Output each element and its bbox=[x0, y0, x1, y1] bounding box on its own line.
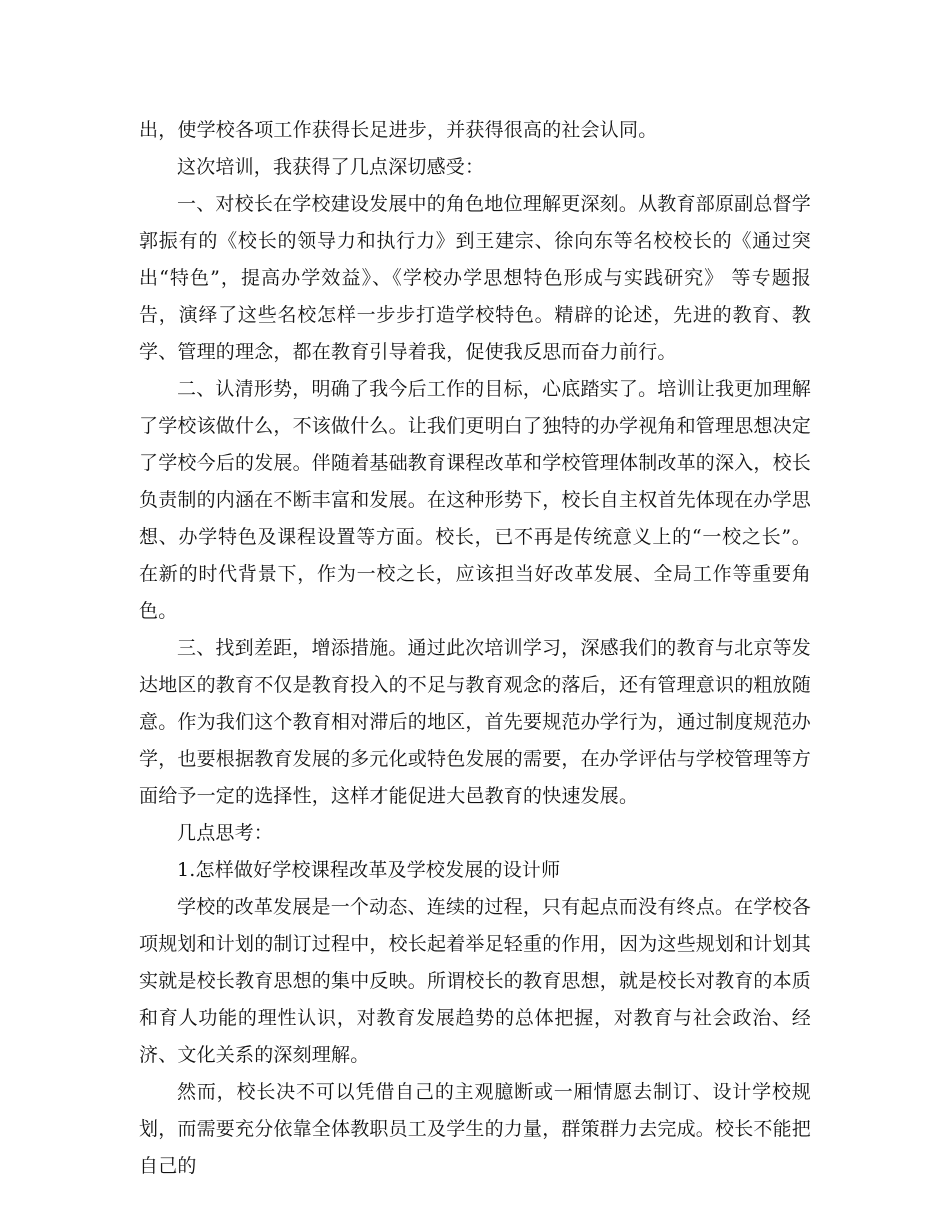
subheading-1: 1.怎样做好学校课程改革及学校发展的设计师 bbox=[177, 859, 561, 881]
paragraph-point-two: 二、认清形势，明确了我今后工作的目标，心底踏实了。培训让我更加理解了学校该做什么，不该做什么。让我们更明白了独特的办学视角和管理思想决定了学校今后的发展。伴随着基础教育课程改革和学校管理体制改革的深入，校长负责制的内涵在不断丰富和发展。在这种形势下，校长自主权首先体现在办学思想、办学特色及课程设置等方面。校长，已不再是传统意义上的“一校之长”。在新的时代背景下，作为一校之长，应该担当好改革发展、全局工作等重要角色。 bbox=[139, 378, 812, 622]
document-body bbox=[139, 112, 811, 1185]
section-heading-thoughts: 几点思考： bbox=[177, 822, 274, 844]
paragraph-point-one: 一、对校长在学校建设发展中的角色地位理解更深刻。从教育部原副总督学郭振有的《校长的领导力和执行力》到王建宗、徐向东等名校校长的《通过突出“特色”，提高办学效益》、《学校办学思想特色形成与实践研究》 等专题报告，演绎了这些名校怎样一步步打造学校特色。精辟的论述，先进的教育、教学、管理的理念，都在教育引导着我，促使我反思而奋力前行。 bbox=[139, 193, 811, 363]
paragraph-intro: 这次培训，我获得了几点深切感受： bbox=[177, 156, 485, 178]
paragraph-continuation: 出，使学校各项工作获得长足进步，并获得很高的社会认同。 bbox=[139, 119, 658, 141]
paragraph-point-three: 三、找到差距，增添措施。通过此次培训学习，深感我们的教育与北京等发达地区的教育不仅是教育投入的不足与教育观念的落后，还有管理意识的粗放随意。作为我们这个教育相对滞后的地区，首先要规范办学行为，通过制度规范办学，也要根据教育发展的多元化或特色发展的需要，在办学评估与学校管理等方面给予一定的选择性，这样才能促进大邑教育的快速发展。 bbox=[139, 637, 812, 807]
paragraph-however: 然而，校长决不可以凭借自己的主观臆断或一厢情愿去制订、设计学校规划，而需要充分依靠全体教职员工及学生的力量，群策群力去完成。校长不能把自己的 bbox=[139, 1081, 812, 1177]
paragraph-reform: 学校的改革发展是一个动态、连续的过程，只有起点而没有终点。在学校各项规划和计划的制订过程中，校长起着举足轻重的作用，因为这些规划和计划其实就是校长教育思想的集中反映。所谓校长的教育思想，就是校长对教育的本质和育人功能的理性认识，对教育发展趋势的总体把握，对教育与社会政治、经济、文化关系的深刻理解。 bbox=[139, 896, 812, 1066]
